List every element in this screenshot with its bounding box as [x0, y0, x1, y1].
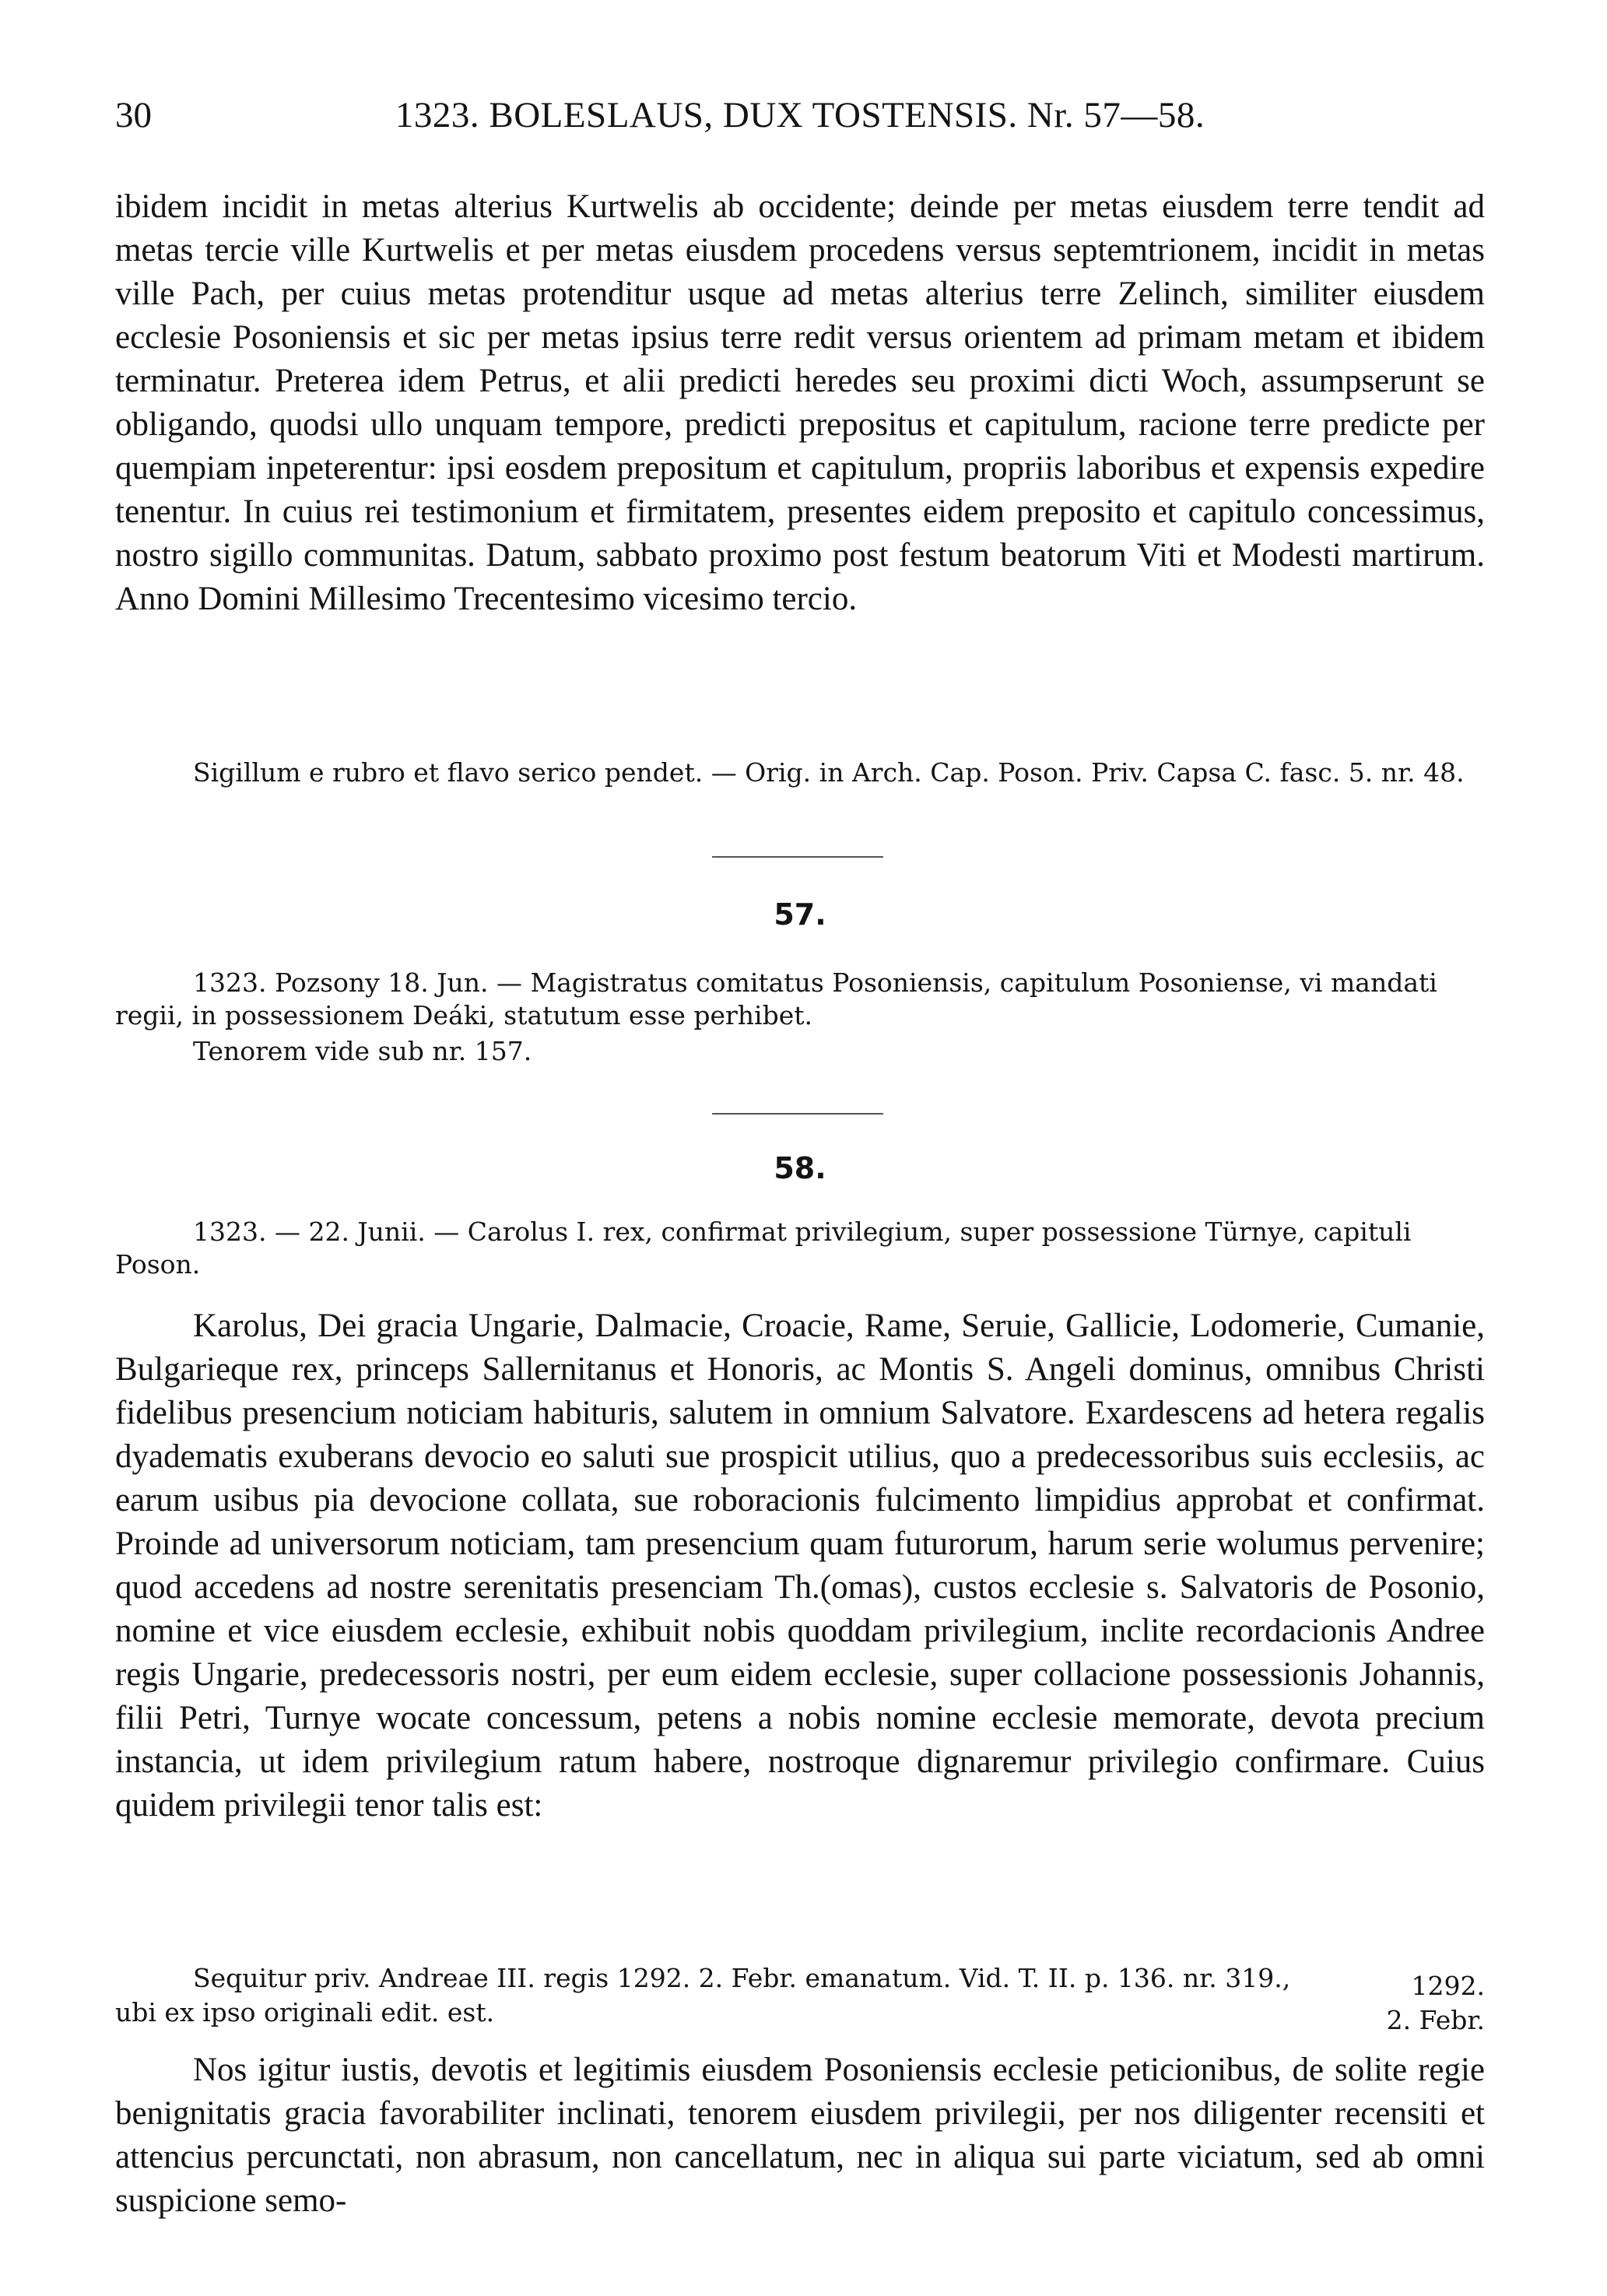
running-title: 1323. BOLESLAUS, DUX TOSTENSIS. Nr. 57—58.	[395, 95, 1205, 135]
separator-rule	[712, 1113, 883, 1115]
archival-note-text: Sigillum e rubro et flavo serico pendet. — Orig. in Arch. Cap. Poson. Priv. Capsa C. fasc. 5. nr. 48.	[193, 757, 1465, 788]
charter-paragraph: Karolus, Dei gracia Ungarie, Dalmacie, Croacie, Rame, Seruie, Gallicie, Lodomerie, Cumanie, Bulgarieque rex, princeps Sallernitanus et Honoris, ac Montis S. Angeli dominus, omnibus Christi fidelibus presencium noticiam habituris, salutem in omnium Salvatore. Exardescens ad hetera regalis dyadematis exuberans devocio eo saluti sue prospicit utilius, quo a predecessoribus suis ecclesiis, ac earum usibus pia devocione collata, sue roboracionis fulcimento limpidius approbat et confirmat. Proinde ad universorum noticiam, tam presencium quam futurorum, harum serie wolumus pervenire; quod accedens ad nostre serenitatis presenciam Th.(omas), custos ecclesie s. Salvatoris de Posonio, nomine et vice eiusdem ecclesie, exhibuit nobis quoddam privilegium, inclite recordacionis Andree regis Ungarie, predecessoris nostri, per eum eidem ecclesie, super collacione possessionis Johannis, filii Petri, Turnye wocate concessum, petens a nobis nomine ecclesie memorate, devota precium instancia, ut idem privilegium ratum habere, nostroque dignaremur privilegio confirmare. Cuius quidem privilegii tenor talis est:	[115, 1308, 1485, 1824]
margin-date-year: 1292.	[1411, 1971, 1485, 2001]
regest-58-text: 1323. — 22. Junii. — Carolus I. rex, confirmat privilegium, super possessione Türnye, capituli Poson.	[115, 1216, 1412, 1280]
charter-continuation-paragraph: Nos igitur iustis, devotis et legitimis eiusdem Posoniensis ecclesie peticionibus, de solite regie benignitatis gracia favorabiliter inclinati, tenorem eiusdem privilegii, per nos diligenter recensiti et attencius percunctati, non abrasum, non cancellatum, nec in aliqua sui parte viciatum, sed ab omni suspicione semo-	[115, 2052, 1485, 2219]
regest-57	[115, 967, 1485, 1068]
document-number-57: 57.	[774, 897, 826, 932]
page-number: 30	[115, 95, 152, 135]
continuation-text	[115, 185, 1485, 621]
continuation-paragraph: ibidem incidit in metas alterius Kurtwelis ab occidente; deinde per metas eiusdem terre tendit ad metas tercie ville Kurtwelis et per metas eiusdem procedens versus septemtrionem, incidit in metas ville Pach, per cuius metas protenditur usque ad metas alterius terre Zelinch, similiter eiusdem ecclesie Posoniensis et sic per metas ipsius terre redit versus orientem ad primam metam et ibidem terminatur. Preterea idem Petrus, et alii predicti heredes seu proximi dicti Woch, assumpserunt se obligando, quodsi ullo unquam tempore, predicti prepositus et capitulum, racione terre predicte per quempiam inpeterentur: ipsi eosdem prepositum et capitulum, propriis laboribus et expensis expedire tenentur. In cuius rei testimonium et firmitatem, presentes eidem preposito et capitulo concessimus, nostro sigillo communitas. Datum, sabbato proximo post festum beatorum Viti et Modesti martirum. Anno Domini Millesimo Trecentesimo vicesimo tercio.	[115, 188, 1485, 617]
sequitur-note	[115, 1961, 1485, 2039]
regest-57-text: 1323. Pozsony 18. Jun. — Magistratus comitatus Posoniensis, capitulum Posoniense, vi mandati regii, in possessionem Deáki, statutum esse perhibet.	[115, 967, 1437, 1030]
margin-date-day: 2. Febr.	[1386, 2005, 1485, 2035]
separator-rule	[712, 856, 883, 858]
running-header	[115, 92, 1485, 139]
margin-date	[1345, 1969, 1485, 2038]
document-number-58: 58.	[774, 1151, 826, 1185]
charter-text	[115, 1304, 1485, 1827]
reference-57: Tenorem vide sub nr. 157.	[193, 1036, 532, 1066]
charter-continuation	[115, 2048, 1485, 2223]
regest-58	[115, 1216, 1485, 1281]
sequitur-text: Sequitur priv. Andreae III. regis 1292. 2. Febr. emanatum. Vid. T. II. p. 136. nr. 319., ubi ex ipso originali edit. est.	[115, 1963, 1291, 2027]
archival-note	[115, 757, 1485, 788]
